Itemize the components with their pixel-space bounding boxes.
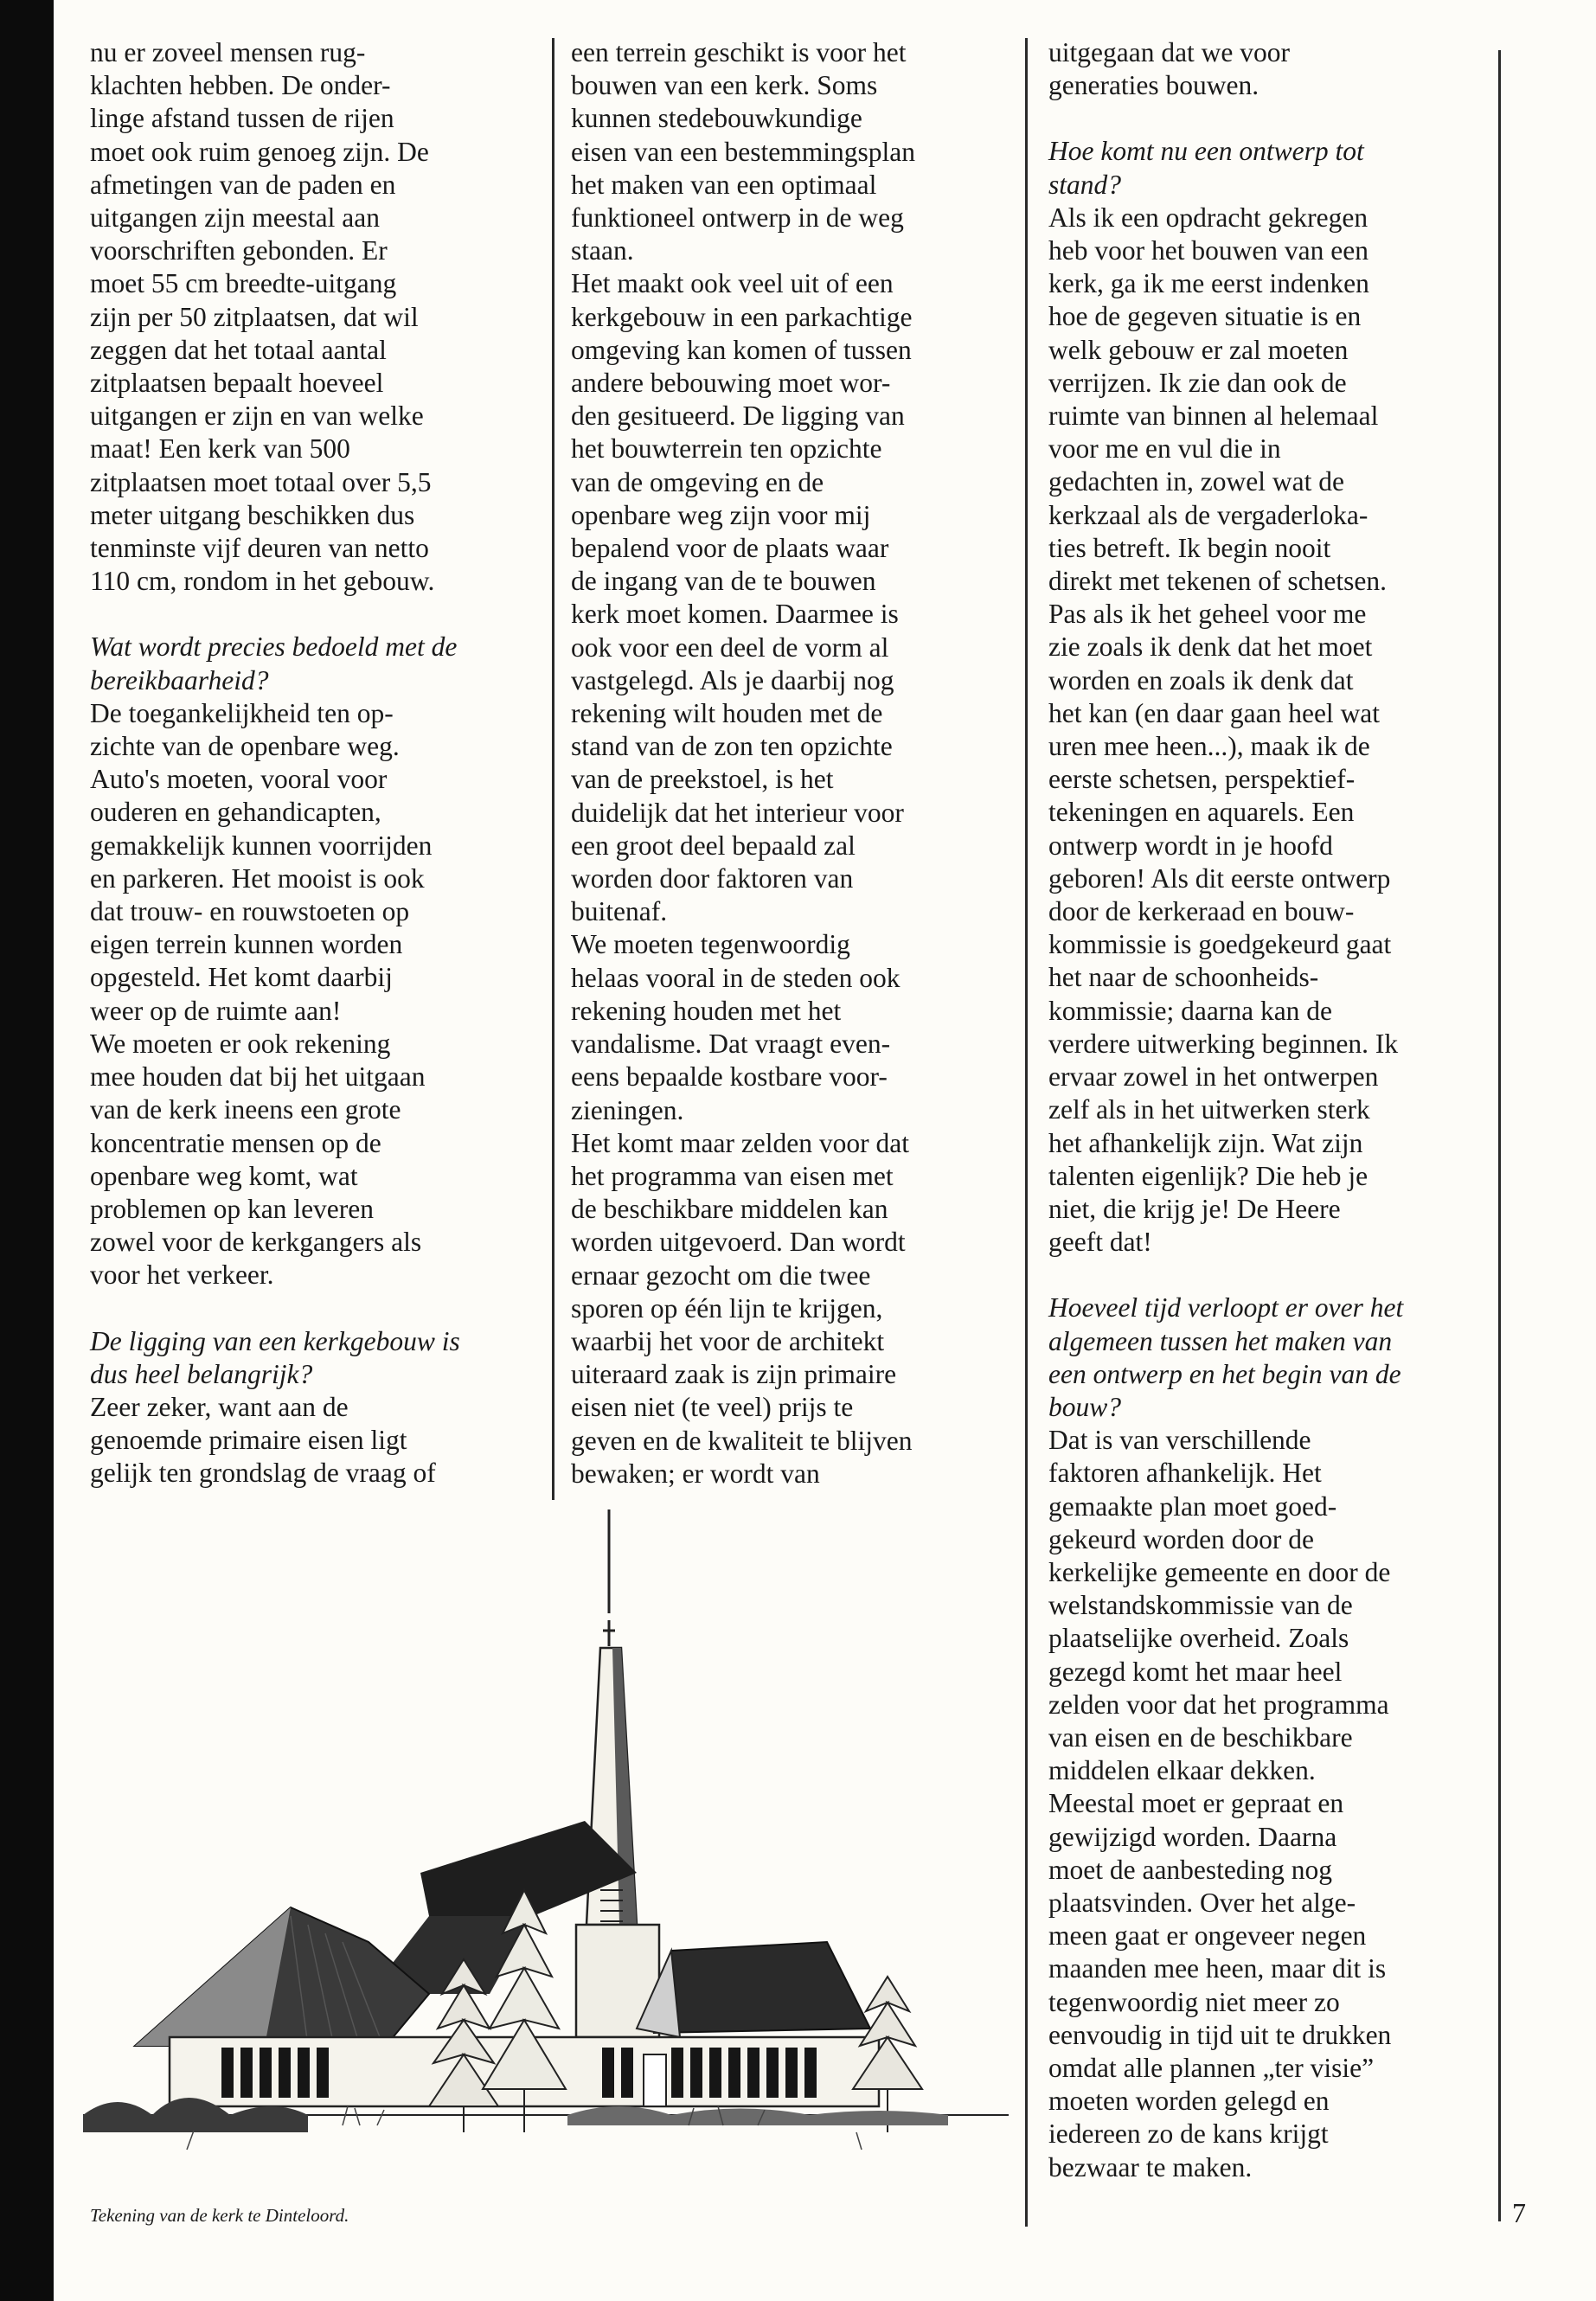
body-text-line: gewijzigd worden. Daarna <box>1048 1821 1337 1852</box>
body-text-line: meen gaat er ongeveer negen <box>1048 1920 1367 1952</box>
body-text-line: talenten eigenlijk? Die heb je <box>1048 1160 1368 1191</box>
body-text-line: ruimte van binnen al helemaal <box>1048 401 1379 432</box>
body-text-line: openbare weg komt, wat <box>90 1160 358 1191</box>
body-text-line: niet, die krijg je! De Heere <box>1048 1193 1341 1224</box>
body-text-line: iedereen zo de kans krijgt <box>1048 2118 1329 2150</box>
body-text-line: het bouwterrein ten opzichte <box>571 433 882 465</box>
body-text-line: uren mee heen...), maak ik de <box>1048 731 1370 762</box>
body-text-line: bouwen van een kerk. Soms <box>571 70 878 101</box>
body-text-line: Pas als ik het geheel voor me <box>1048 599 1367 630</box>
body-text-line: omgeving kan komen of tussen <box>571 334 912 365</box>
body-text-line: kerk moet komen. Daarmee is <box>571 599 899 630</box>
interview-question-line: Hoe komt nu een ontwerp tot <box>1048 136 1364 167</box>
body-text-line: gelijk ten grondslag de vraag of <box>90 1458 436 1489</box>
body-text-line: generaties bouwen. <box>1048 70 1259 101</box>
body-text-line: plaatsvinden. Over het alge- <box>1048 1887 1356 1918</box>
body-text-line: openbare weg zijn voor mij <box>571 499 871 530</box>
body-text-line: bewaken; er wordt van <box>571 1458 820 1489</box>
body-text-line: omdat alle plannen „ter visie” <box>1048 2052 1375 2083</box>
body-text-line: eenvoudig in tijd uit te drukken <box>1048 2019 1392 2050</box>
interview-question-line: stand? <box>1048 169 1122 200</box>
body-text-line: ontwerp wordt in je hoofd <box>1048 830 1333 861</box>
body-text-line: mee houden dat bij het uitgaan <box>90 1061 426 1093</box>
body-text-line: maat! Een kerk van 500 <box>90 433 350 465</box>
body-text-line: ouderen en gehandicapten, <box>90 797 381 828</box>
body-text-line: staan. <box>571 235 634 266</box>
body-text-line: moet de aanbesteding nog <box>1048 1854 1333 1885</box>
text-column-2 <box>571 36 1003 1490</box>
body-text-line: uiteraard zaak is zijn primaire <box>571 1359 897 1390</box>
body-text-line: het programma van eisen met <box>571 1160 894 1191</box>
body-text-line: gedachten in, zowel wat de <box>1048 466 1344 497</box>
scan-edge-bar <box>0 0 54 2301</box>
body-text-line: nu er zoveel mensen rug- <box>90 37 366 67</box>
body-text-line: zitplaatsen bepaalt hoeveel <box>90 368 384 399</box>
body-text-line: kommissie is goedgekeurd gaat <box>1048 929 1392 960</box>
body-text-line: gemakkelijk kunnen voorrijden <box>90 830 433 861</box>
interview-question-line: bouw? <box>1048 1391 1122 1422</box>
foreground-grass <box>567 2106 948 2125</box>
body-text-line: zelden voor dat het programma <box>1048 1689 1389 1720</box>
body-text-line: zeggen dat het totaal aantal <box>90 334 387 365</box>
body-text-line: het naar de schoonheids- <box>1048 962 1319 993</box>
figure-caption: Tekening van de kerk te Dinteloord. <box>90 2205 349 2226</box>
body-text-line: de beschikbare middelen kan <box>571 1194 888 1225</box>
body-text-line: weer op de ruimte aan! <box>90 995 342 1026</box>
body-text-line: kunnen stedebouwkundige <box>571 103 862 134</box>
body-text-line: zitplaatsen moet totaal over 5,5 <box>90 466 432 497</box>
right-wing-roof <box>654 1942 870 2033</box>
body-text-line: eisen niet (te veel) prijs te <box>571 1392 854 1423</box>
body-text-line: eerste schetsen, perspektief- <box>1048 764 1356 795</box>
body-text-line: van de preekstoel, is het <box>571 764 834 795</box>
body-text-line: uitgegaan dat we voor <box>1048 37 1291 67</box>
body-text-line: eens bepaalde kostbare voor- <box>571 1061 888 1093</box>
body-text-line: van de kerk ineens een grote <box>90 1094 401 1125</box>
body-text-line: door de kerkeraad en bouw- <box>1048 896 1355 927</box>
body-text-line: rekening wilt houden met de <box>571 698 883 729</box>
body-text-line: plaatselijke overheid. Zoals <box>1048 1623 1349 1654</box>
body-text-line: worden en zoals ik denk dat <box>1048 664 1354 695</box>
body-text-line: gemaakte plan moet goed- <box>1048 1490 1337 1522</box>
body-text-line: Auto's moeten, vooral voor <box>90 764 388 795</box>
interview-question-line: bereikbaarheid? <box>90 664 269 695</box>
interview-question-line: een ontwerp en het begin van de <box>1048 1358 1401 1389</box>
text-column-1 <box>90 36 540 1490</box>
page-number: 7 <box>1512 2197 1526 2228</box>
column-divider-3 <box>1498 50 1501 2221</box>
body-text-line: helaas vooral in de steden ook <box>571 962 901 993</box>
body-text-line: bepalend voor de plaats waar <box>571 533 889 564</box>
body-text-line: Dat is van verschillende <box>1048 1425 1311 1456</box>
body-text-line: genoemde primaire eisen ligt <box>90 1425 407 1456</box>
body-text-line: de ingang van de te bouwen <box>571 566 876 597</box>
body-text-line: moet 55 cm breedte-uitgang <box>90 268 397 299</box>
body-text-line: We moeten tegenwoordig <box>571 929 850 960</box>
body-text-line: 110 cm, rondom in het gebouw. <box>90 566 435 597</box>
body-text-line: tegenwoordig niet meer zo <box>1048 1986 1340 2017</box>
body-text-line: kerk, ga ik me eerst indenken <box>1048 268 1369 299</box>
body-text-line: zijn per 50 zitplaatsen, dat wil <box>90 301 419 332</box>
body-text-line: Het komt maar zelden voor dat <box>571 1127 909 1158</box>
body-text-line: zelf als in het uitwerken sterk <box>1048 1094 1370 1125</box>
body-text-line: ervaar zowel in het ontwerpen <box>1048 1061 1379 1093</box>
body-text-line: gezegd komt het maar heel <box>1048 1656 1343 1687</box>
body-text-line: duidelijk dat het interieur voor <box>571 797 904 828</box>
body-text-line: faktoren afhankelijk. Het <box>1048 1458 1322 1489</box>
body-text-line: welk gebouw er zal moeten <box>1048 334 1349 365</box>
body-text-line: verdere uitwerking beginnen. Ik <box>1048 1028 1399 1059</box>
body-text-line: afmetingen van de paden en <box>90 169 396 200</box>
body-text-line: linge afstand tussen de rijen <box>90 103 394 134</box>
body-text-line: rekening houden met het <box>571 995 842 1026</box>
left-wing-roof-light <box>135 1907 291 2046</box>
body-text-line: ook voor een deel de vorm al <box>571 631 889 663</box>
body-text-line: direkt met tekenen of schetsen. <box>1048 566 1387 597</box>
church-drawing-illustration <box>83 1509 1009 2193</box>
body-text-line: den gesitueerd. De ligging van <box>571 401 905 432</box>
body-text-line: We moeten er ook rekening <box>90 1028 391 1059</box>
body-text-line: kerkzaal als de vergaderloka- <box>1048 499 1368 530</box>
body-text-line: bezwaar te maken. <box>1048 2151 1253 2182</box>
body-text-line: voorschriften gebonden. Er <box>90 235 388 266</box>
body-text-line: dat trouw- en rouwstoeten op <box>90 896 410 927</box>
body-text-line: funktioneel ontwerp in de weg <box>571 202 904 234</box>
body-text-line: hoe de gegeven situatie is en <box>1048 301 1362 332</box>
body-text-line: geeft dat! <box>1048 1227 1152 1258</box>
paragraph-spacer <box>1048 1259 1490 1292</box>
body-text-line: een groot deel bepaald zal <box>571 830 856 861</box>
body-text-line: tenminste vijf deuren van netto <box>90 533 429 564</box>
paragraph-spacer <box>1048 102 1490 135</box>
interview-question-line: dus heel belangrijk? <box>90 1358 313 1389</box>
interview-question-line: algemeen tussen het maken van <box>1048 1325 1393 1356</box>
body-text-line: stand van de zon ten opzichte <box>571 731 893 762</box>
body-text-line: het kan (en daar gaan heel wat <box>1048 697 1381 728</box>
paragraph-spacer <box>90 598 540 631</box>
interview-question-line: Hoeveel tijd verloopt er over het <box>1048 1292 1404 1324</box>
body-text-line: maanden mee heen, maar dit is <box>1048 1953 1387 1984</box>
interview-question-line: Wat wordt precies bedoeld met de <box>90 631 458 663</box>
body-text-line: kerkelijke gemeente en door de <box>1048 1556 1391 1587</box>
body-text-line: koncentratie mensen op de <box>90 1127 381 1158</box>
body-text-line: zichte van de openbare weg. <box>90 731 400 762</box>
text-column-3 <box>1048 36 1490 2184</box>
body-text-line: moet ook ruim genoeg zijn. De <box>90 136 429 167</box>
body-text-line: ties betreft. Ik begin nooit <box>1048 532 1331 563</box>
column-divider-2 <box>1025 38 1028 2227</box>
column-divider-1 <box>552 38 554 1500</box>
body-text-line: buitenaf. <box>571 896 668 927</box>
body-text-line: een terrein geschikt is voor het <box>571 37 907 67</box>
body-text-line: zieningen. <box>571 1094 684 1125</box>
body-text-line: en parkeren. Het mooist is ook <box>90 862 425 894</box>
body-text-line: meter uitgang beschikken dus <box>90 499 415 530</box>
body-text-line: voor me en vul die in <box>1048 433 1281 465</box>
body-text-line: zowel voor de kerkgangers als <box>90 1227 422 1258</box>
body-text-line: waarbij het voor de architekt <box>571 1325 885 1356</box>
body-text-line: geven en de kwaliteit te blijven <box>571 1425 913 1456</box>
body-text-line: worden uitgevoerd. Dan wordt <box>571 1227 906 1258</box>
body-text-line: welstandskommissie van de <box>1048 1590 1353 1621</box>
body-text-line: heb voor het bouwen van een <box>1048 235 1369 266</box>
body-text-line: sporen op één lijn te krijgen, <box>571 1292 883 1324</box>
body-text-line: geboren! Als dit eerste ontwerp <box>1048 862 1391 894</box>
interview-question-line: De ligging van een kerkgebouw is <box>90 1325 460 1356</box>
body-text-line: van de omgeving en de <box>571 466 824 497</box>
body-text-line: andere bebouwing moet wor- <box>571 368 891 399</box>
body-text-line: verrijzen. Ik zie dan ook de <box>1048 367 1347 398</box>
body-text-line: kommissie; daarna kan de <box>1048 995 1333 1026</box>
body-text-line: voor het verkeer. <box>90 1259 274 1291</box>
body-text-line: Als ik een opdracht gekregen <box>1048 202 1368 233</box>
tower-cross <box>603 1620 615 1646</box>
body-text-line: De toegankelijkheid ten op- <box>90 697 394 728</box>
body-text-line: moeten worden gelegd en <box>1048 2086 1330 2117</box>
body-text-line: problemen op kan leveren <box>90 1193 374 1224</box>
body-text-line: vandalisme. Dat vraagt even- <box>571 1029 891 1060</box>
body-text-line: middelen elkaar dekken. <box>1048 1755 1316 1786</box>
body-text-line: opgesteld. Het komt daarbij <box>90 962 393 993</box>
body-text-line: kerkgebouw in een parkachtige <box>571 301 913 332</box>
body-text-line: van eisen en de beschikbare <box>1048 1721 1353 1753</box>
body-text-line: Zeer zeker, want aan de <box>90 1391 349 1422</box>
body-text-line: vastgelegd. Als je daarbij nog <box>571 664 894 695</box>
body-text-line: Meestal moet er gepraat en <box>1048 1788 1344 1819</box>
body-text-line: worden door faktoren van <box>571 863 854 894</box>
body-text-line: tekeningen en aquarels. Een <box>1048 797 1355 828</box>
entrance-door <box>644 2054 666 2106</box>
body-text-line: uitgangen er zijn en van welke <box>90 401 424 432</box>
body-text-line: het maken van een optimaal <box>571 169 877 200</box>
body-text-line: eigen terrein kunnen worden <box>90 929 403 960</box>
body-text-line: uitgangen zijn meestal aan <box>90 202 380 234</box>
body-text-line: het afhankelijk zijn. Wat zijn <box>1048 1127 1363 1158</box>
body-text-line: gekeurd worden door de <box>1048 1523 1315 1554</box>
body-text-line: Het maakt ook veel uit of een <box>571 268 894 299</box>
body-text-line: klachten hebben. De onder- <box>90 70 391 101</box>
paragraph-spacer <box>90 1292 540 1325</box>
body-text-line: eisen van een bestemmingsplan <box>571 136 916 167</box>
body-text-line: ernaar gezocht om die twee <box>571 1259 871 1291</box>
body-text-line: zie zoals ik denk dat het moet <box>1048 631 1373 663</box>
